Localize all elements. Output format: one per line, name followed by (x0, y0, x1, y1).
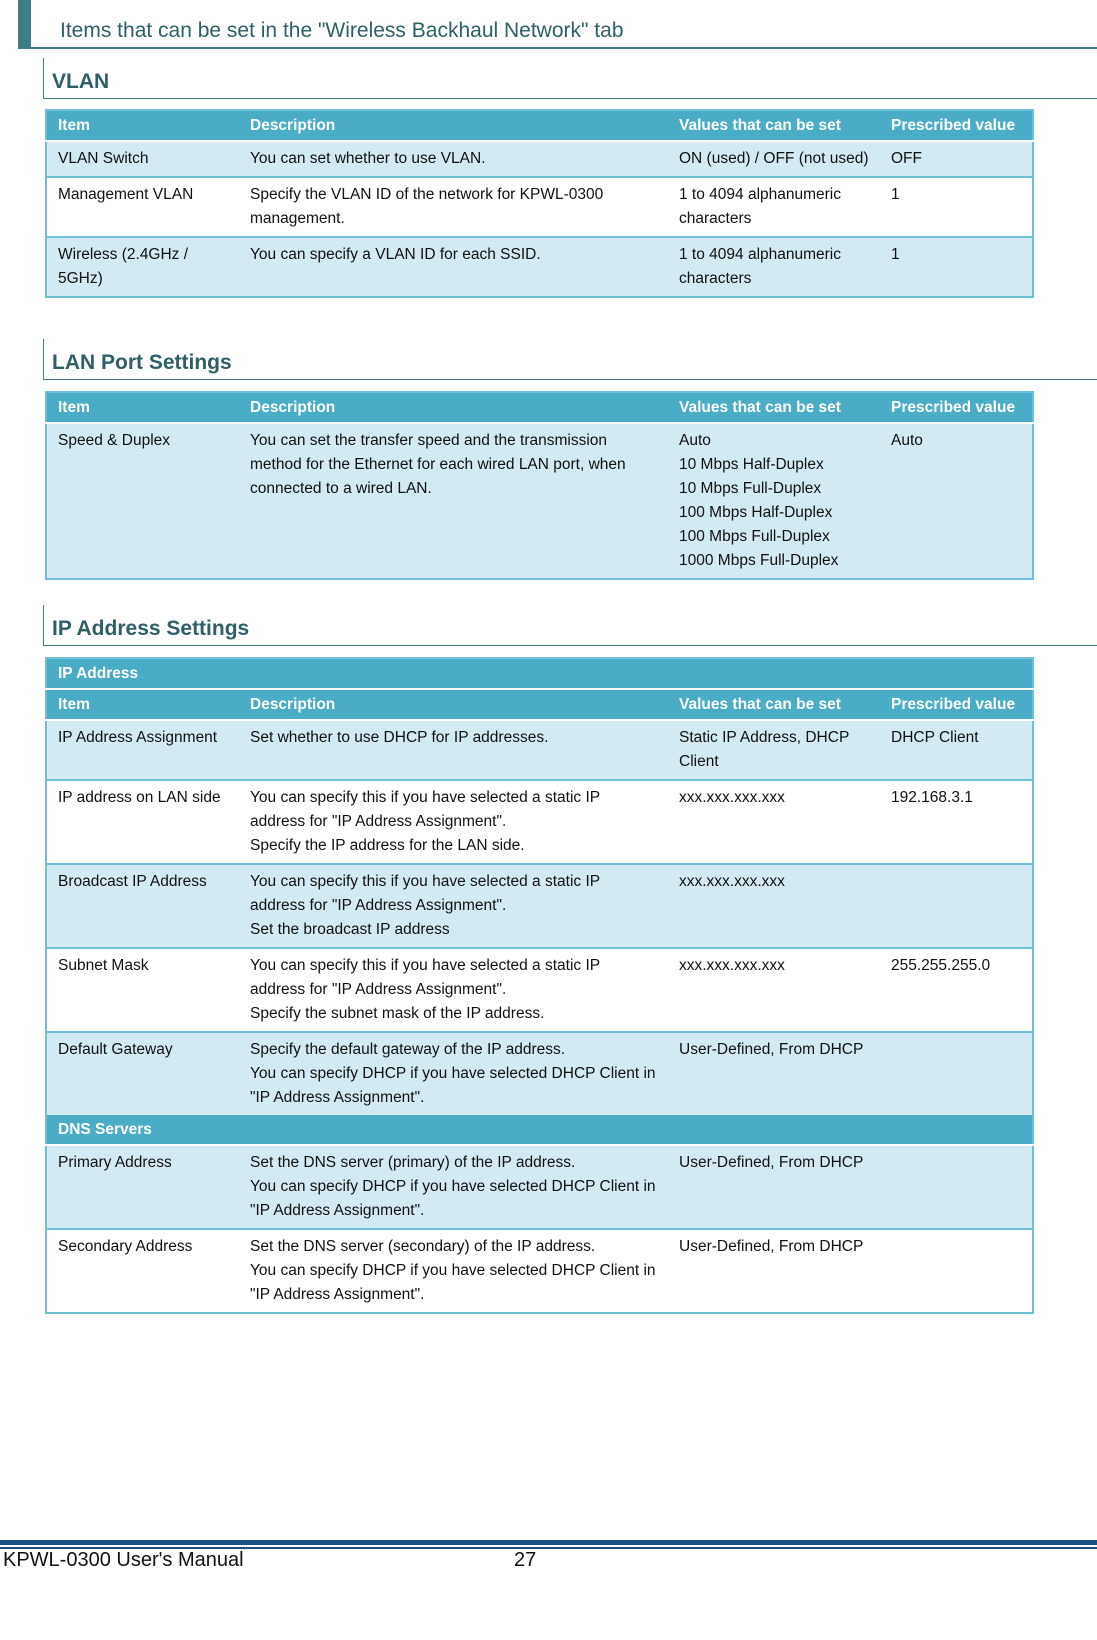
item-cell: IP address on LAN side (46, 780, 239, 864)
settings-table (45, 657, 1034, 1314)
prescribed-cell: Auto (880, 423, 1033, 579)
group-header: IP Address (46, 658, 1033, 689)
prescribed-cell (880, 1145, 1033, 1229)
title-accent-bar (18, 0, 31, 48)
description-cell: You can specify this if you have selected a static IP address for "IP Address Assignment". Specify the subnet mask of the IP address. (239, 948, 668, 1032)
section-heading (43, 58, 1097, 99)
item-cell: VLAN Switch (46, 141, 239, 177)
page-title: Items that can be set in the "Wireless Backhaul Network" tab (60, 19, 624, 42)
table-row (46, 720, 1033, 780)
footer-page-number: 27 (514, 1549, 537, 1571)
column-header: Description (239, 110, 668, 141)
item-cell: Broadcast IP Address (46, 864, 239, 948)
prescribed-cell (880, 1032, 1033, 1115)
prescribed-cell: DHCP Client (880, 720, 1033, 780)
prescribed-cell: 255.255.255.0 (880, 948, 1033, 1032)
column-header: Description (239, 689, 668, 720)
values-cell: xxx.xxx.xxx.xxx (668, 948, 880, 1032)
item-cell: Primary Address (46, 1145, 239, 1229)
item-cell: Subnet Mask (46, 948, 239, 1032)
section-heading-text: IP Address Settings (52, 617, 250, 640)
description-cell: You can set the transfer speed and the transmission method for the Ethernet for each wired LAN port, when connected to a wired LAN. (239, 423, 668, 579)
prescribed-cell (880, 1229, 1033, 1313)
table-row (46, 141, 1033, 177)
table-row (46, 864, 1033, 948)
table-row (46, 780, 1033, 864)
column-header: Prescribed value (880, 110, 1033, 141)
description-cell: You can specify this if you have selected a static IP address for "IP Address Assignment". Specify the IP address for the LAN side. (239, 780, 668, 864)
values-cell: ON (used) / OFF (not used) (668, 141, 880, 177)
title-underline (18, 47, 1097, 49)
table-row (46, 1145, 1033, 1229)
description-cell: Specify the VLAN ID of the network for KPWL-0300 management. (239, 177, 668, 237)
values-cell: Auto 10 Mbps Half-Duplex 10 Mbps Full-Duplex 100 Mbps Half-Duplex 100 Mbps Full-Duplex 1000 Mbps Full-Duplex (668, 423, 880, 579)
section-heading-text: LAN Port Settings (52, 351, 232, 374)
column-header: Values that can be set (668, 689, 880, 720)
table-row (46, 237, 1033, 297)
description-cell: Specify the default gateway of the IP address. You can specify DHCP if you have selected DHCP Client in "IP Address Assignment". (239, 1032, 668, 1115)
item-cell: Default Gateway (46, 1032, 239, 1115)
description-cell: You can specify this if you have selected a static IP address for "IP Address Assignment". Set the broadcast IP address (239, 864, 668, 948)
description-cell: Set whether to use DHCP for IP addresses. (239, 720, 668, 780)
column-header: Prescribed value (880, 689, 1033, 720)
table-row (46, 948, 1033, 1032)
column-header: Description (239, 392, 668, 423)
footer-manual-title: KPWL-0300 User's Manual (3, 1549, 244, 1571)
section-heading (43, 339, 1097, 380)
item-cell: Secondary Address (46, 1229, 239, 1313)
column-header: Item (46, 392, 239, 423)
column-header: Values that can be set (668, 392, 880, 423)
table-row (46, 1032, 1033, 1115)
prescribed-cell: 1 (880, 177, 1033, 237)
values-cell: 1 to 4094 alphanumeric characters (668, 237, 880, 297)
item-cell: IP Address Assignment (46, 720, 239, 780)
settings-table (45, 391, 1034, 580)
values-cell: xxx.xxx.xxx.xxx (668, 780, 880, 864)
prescribed-cell (880, 864, 1033, 948)
prescribed-cell: OFF (880, 141, 1033, 177)
column-header: Item (46, 110, 239, 141)
table-row (46, 1229, 1033, 1313)
description-cell: Set the DNS server (secondary) of the IP address. You can specify DHCP if you have selected DHCP Client in "IP Address Assignment". (239, 1229, 668, 1313)
item-cell: Speed & Duplex (46, 423, 239, 579)
item-cell: Management VLAN (46, 177, 239, 237)
description-cell: You can specify a VLAN ID for each SSID. (239, 237, 668, 297)
section-heading-text: VLAN (52, 70, 110, 93)
column-header: Values that can be set (668, 110, 880, 141)
table-row (46, 177, 1033, 237)
description-cell: You can set whether to use VLAN. (239, 141, 668, 177)
column-header: Prescribed value (880, 392, 1033, 423)
values-cell: xxx.xxx.xxx.xxx (668, 864, 880, 948)
prescribed-cell: 192.168.3.1 (880, 780, 1033, 864)
section-heading (43, 605, 1097, 646)
values-cell: User-Defined, From DHCP (668, 1032, 880, 1115)
description-cell: Set the DNS server (primary) of the IP address. You can specify DHCP if you have selected DHCP Client in "IP Address Assignment". (239, 1145, 668, 1229)
footer-rule (0, 1540, 1097, 1545)
values-cell: User-Defined, From DHCP (668, 1229, 880, 1313)
values-cell: User-Defined, From DHCP (668, 1145, 880, 1229)
column-header: Item (46, 689, 239, 720)
values-cell: Static IP Address, DHCP Client (668, 720, 880, 780)
values-cell: 1 to 4094 alphanumeric characters (668, 177, 880, 237)
item-cell: Wireless (2.4GHz / 5GHz) (46, 237, 239, 297)
prescribed-cell: 1 (880, 237, 1033, 297)
group-header: DNS Servers (46, 1115, 1033, 1145)
settings-table (45, 109, 1034, 298)
table-row (46, 423, 1033, 579)
